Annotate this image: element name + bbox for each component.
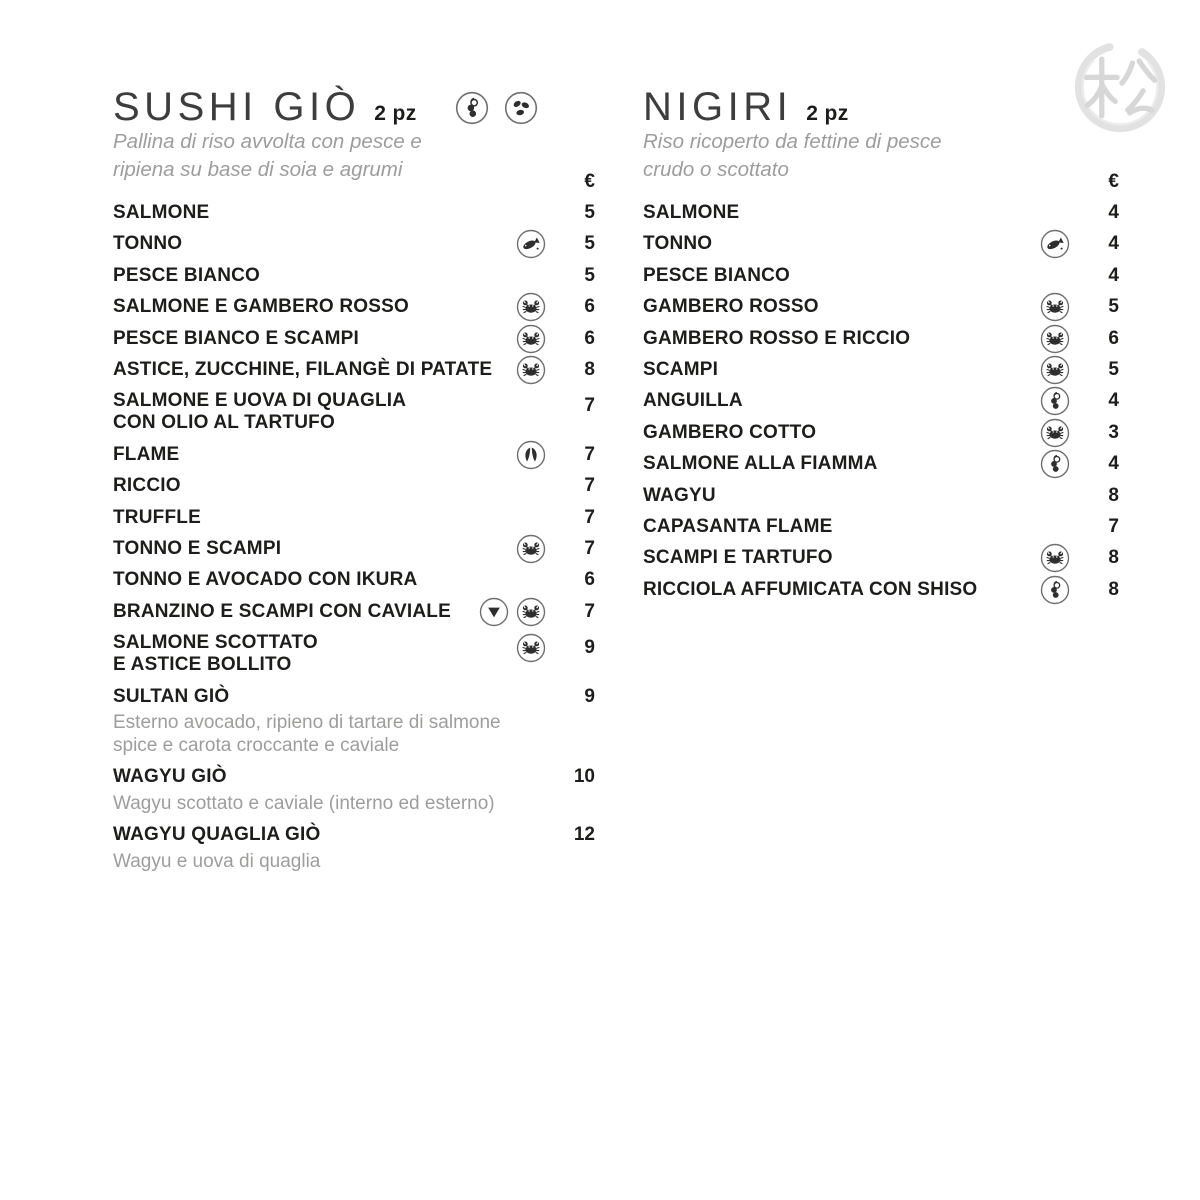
menu-item-row — [643, 542, 1119, 573]
item-name-block — [643, 480, 1070, 511]
soy-icon — [1040, 575, 1070, 605]
item-name-block — [643, 354, 1040, 385]
menu-item-row — [113, 596, 595, 627]
menu-item-row — [643, 291, 1119, 322]
item-name-block — [113, 291, 516, 322]
item-name: WAGYU GIÒ — [113, 766, 227, 788]
item-price: 4 — [1108, 453, 1119, 475]
item-name: TRUFFLE — [113, 506, 201, 528]
section-header — [113, 84, 595, 130]
menu-item-row — [113, 260, 595, 291]
item-price: 4 — [1108, 233, 1119, 255]
menu-item-row — [643, 228, 1119, 259]
item-name-block — [113, 632, 516, 677]
item-name: TONNO E SCAMPI — [113, 537, 282, 559]
item-name: SALMONE E UOVA DI QUAGLIA — [113, 389, 407, 411]
item-allergen-icons — [516, 355, 546, 385]
item-description: Esterno avocado, ripieno di tartare di salmone — [113, 711, 501, 733]
subtitle-line: Pallina di riso avvolta con pesce e — [113, 130, 422, 153]
item-price: 6 — [584, 296, 595, 318]
item-name-block — [643, 323, 1040, 354]
item-name: BRANZINO E SCAMPI CON CAVIALE — [113, 600, 451, 622]
item-name-block — [113, 533, 516, 564]
item-price: 7 — [1108, 516, 1119, 538]
item-price: 5 — [1108, 359, 1119, 381]
item-allergen-icons — [1040, 324, 1070, 354]
item-name: TONNO — [113, 233, 183, 255]
item-price: 9 — [584, 685, 595, 707]
item-allergen-icons — [1040, 386, 1070, 416]
crab-icon — [516, 534, 546, 564]
item-name: WAGYU QUAGLIA GIÒ — [113, 824, 321, 846]
item-name-block — [113, 761, 546, 815]
item-name: SALMONE — [643, 202, 740, 223]
crab-icon — [1040, 292, 1070, 322]
item-price: 7 — [584, 394, 595, 416]
item-name: CAPASANTA FLAME — [643, 516, 833, 538]
item-price: 7 — [584, 537, 595, 559]
crab-icon — [516, 597, 546, 627]
item-allergen-icons — [1040, 229, 1070, 259]
section-allergen-icons — [455, 91, 538, 125]
item-price: 9 — [584, 636, 595, 658]
item-allergen-icons — [516, 229, 546, 259]
item-price: 7 — [584, 443, 595, 465]
item-name-block — [113, 390, 546, 435]
item-name-block — [643, 448, 1040, 479]
item-name-block — [113, 470, 546, 501]
item-name-block — [113, 354, 516, 385]
item-name-block — [643, 291, 1040, 322]
menu-item-row — [113, 385, 595, 434]
item-name-block — [113, 564, 546, 595]
item-name-block — [643, 417, 1040, 448]
item-price: 7 — [584, 600, 595, 622]
item-name: SULTAN GIÒ — [113, 685, 230, 707]
item-name: RICCIO — [113, 475, 181, 497]
item-name-block — [113, 260, 546, 291]
item-allergen-icons — [1040, 418, 1070, 448]
item-price: 7 — [584, 506, 595, 528]
item-price: 6 — [584, 327, 595, 349]
portion-label: 2 pz — [374, 102, 417, 125]
item-allergen-icons — [516, 324, 546, 354]
item-name: SCAMPI E TARTUFO — [643, 547, 833, 569]
soy-icon — [455, 91, 489, 125]
menu-item-row — [643, 511, 1119, 542]
currency-symbol: € — [584, 171, 595, 192]
menu-item-row — [113, 819, 595, 873]
item-name: E ASTICE BOLLITO — [113, 654, 292, 676]
crab-icon — [516, 292, 546, 322]
sesame-icon — [504, 91, 538, 125]
crab-icon — [516, 324, 546, 354]
item-name-block — [643, 260, 1070, 291]
triangle-icon — [479, 597, 509, 627]
item-allergen-icons — [516, 534, 546, 564]
item-description: Wagyu e uova di quaglia — [113, 850, 321, 872]
crab-icon — [1040, 418, 1070, 448]
item-name: GAMBERO ROSSO E RICCIO — [643, 327, 911, 349]
item-price: 8 — [1108, 547, 1119, 569]
crab-icon — [516, 355, 546, 385]
item-name: SCAMPI — [643, 359, 719, 381]
menu-item-row — [643, 448, 1119, 479]
menu-item-row — [113, 470, 595, 501]
menu-item-row — [113, 761, 595, 815]
item-name: FLAME — [113, 443, 180, 465]
item-price: 5 — [584, 233, 595, 255]
section-title: NIGIRI — [643, 85, 793, 129]
section-nigiri — [643, 84, 1119, 600]
menu-item-row — [643, 480, 1119, 511]
item-name-block — [643, 542, 1040, 573]
item-name: SALMONE E GAMBERO ROSSO — [113, 296, 409, 318]
menu-item-row — [643, 354, 1119, 385]
soy-icon — [1040, 386, 1070, 416]
menu-item-row — [113, 502, 595, 533]
item-name: PESCE BIANCO — [113, 264, 261, 286]
item-price: 5 — [584, 202, 595, 223]
item-name: PESCE BIANCO E SCAMPI — [113, 327, 359, 349]
item-description: spice e carota croccante e caviale — [113, 734, 400, 756]
item-name-block — [113, 197, 546, 228]
item-name: ASTICE, ZUCCHINE, FILANGÈ DI PATATE — [113, 359, 493, 381]
item-name-block — [113, 228, 516, 259]
item-price: 8 — [584, 359, 595, 381]
item-allergen-icons — [1040, 355, 1070, 385]
section-subtitle — [113, 128, 595, 183]
section-subtitle — [643, 128, 1119, 183]
menu-item-row — [113, 323, 595, 354]
menu-item-row — [113, 681, 595, 758]
menu-item-row — [113, 439, 595, 470]
section-header — [643, 84, 1119, 130]
menu-item-row — [113, 533, 595, 564]
subtitle-line: Riso ricoperto da fettine di pesce — [643, 130, 942, 153]
item-price: 6 — [584, 569, 595, 591]
item-price: 4 — [1108, 264, 1119, 286]
menu-item-row — [643, 574, 1119, 605]
item-name: ANGUILLA — [643, 390, 743, 412]
subtitle-line: crudo o scottato — [643, 157, 789, 181]
item-name: RICCIOLA AFFUMICATA CON SHISO — [643, 578, 978, 600]
item-price: 10 — [573, 766, 595, 788]
menu-item-row — [113, 627, 595, 676]
item-name-block — [113, 819, 546, 873]
item-allergen-icons — [516, 633, 546, 663]
item-name-block — [643, 228, 1040, 259]
item-name-block — [113, 502, 546, 533]
item-price: 5 — [584, 264, 595, 286]
item-name: SALMONE SCOTTATO — [113, 631, 318, 653]
item-price: 8 — [1108, 484, 1119, 506]
item-price: 3 — [1108, 421, 1119, 443]
item-price: 8 — [1108, 578, 1119, 600]
menu-item-row — [643, 385, 1119, 416]
item-name: PESCE BIANCO — [643, 264, 791, 286]
portion-label: 2 pz — [806, 102, 849, 125]
crab-icon — [1040, 324, 1070, 354]
item-allergen-icons — [479, 597, 546, 627]
item-name-block — [643, 574, 1040, 605]
item-name: CON OLIO AL TARTUFO — [113, 412, 335, 434]
item-price: 7 — [584, 475, 595, 497]
currency-symbol: € — [1108, 171, 1119, 192]
item-name: SALMONE — [113, 202, 210, 223]
item-name-block — [113, 681, 546, 758]
fish-icon — [516, 229, 546, 259]
item-list — [643, 197, 1119, 605]
item-allergen-icons — [1040, 292, 1070, 322]
menu-item-row — [643, 197, 1119, 228]
item-name-block — [113, 323, 516, 354]
item-name-block — [113, 439, 516, 470]
menu-item-row — [113, 354, 595, 385]
item-name-block — [113, 596, 479, 627]
item-allergen-icons — [516, 292, 546, 322]
item-allergen-icons — [1040, 575, 1070, 605]
item-name-block — [643, 197, 1070, 228]
menu-item-row — [113, 197, 595, 228]
menu-item-row — [113, 228, 595, 259]
item-allergen-icons — [1040, 449, 1070, 479]
menu-item-row — [643, 260, 1119, 291]
section-sushi-gio — [113, 84, 595, 872]
item-name: GAMBERO ROSSO — [643, 296, 819, 318]
item-description: Wagyu scottato e caviale (interno ed esterno) — [113, 792, 495, 814]
item-name: SALMONE ALLA FIAMMA — [643, 453, 878, 475]
item-price: 12 — [573, 824, 595, 846]
item-name: GAMBERO COTTO — [643, 421, 817, 443]
menu-item-row — [113, 291, 595, 322]
soy-icon — [1040, 449, 1070, 479]
item-list — [113, 197, 595, 877]
item-name: TONNO E AVOCADO CON IKURA — [113, 569, 418, 591]
crab-icon — [1040, 543, 1070, 573]
section-title: SUSHI GIÒ — [113, 85, 361, 129]
item-name: WAGYU — [643, 484, 716, 506]
item-price: 5 — [1108, 296, 1119, 318]
item-name-block — [643, 511, 1070, 542]
mollusc-icon — [516, 440, 546, 470]
menu-item-row — [643, 417, 1119, 448]
crab-icon — [1040, 355, 1070, 385]
menu-item-row — [643, 323, 1119, 354]
subtitle-line: ripiena su base di soia e agrumi — [113, 157, 403, 181]
fish-icon — [1040, 229, 1070, 259]
crab-icon — [516, 633, 546, 663]
item-price: 6 — [1108, 327, 1119, 349]
item-price: 4 — [1108, 202, 1119, 223]
menu-item-row — [113, 564, 595, 595]
item-price: 4 — [1108, 390, 1119, 412]
item-name-block — [643, 385, 1040, 416]
item-allergen-icons — [516, 440, 546, 470]
item-allergen-icons — [1040, 543, 1070, 573]
item-name: TONNO — [643, 233, 713, 255]
